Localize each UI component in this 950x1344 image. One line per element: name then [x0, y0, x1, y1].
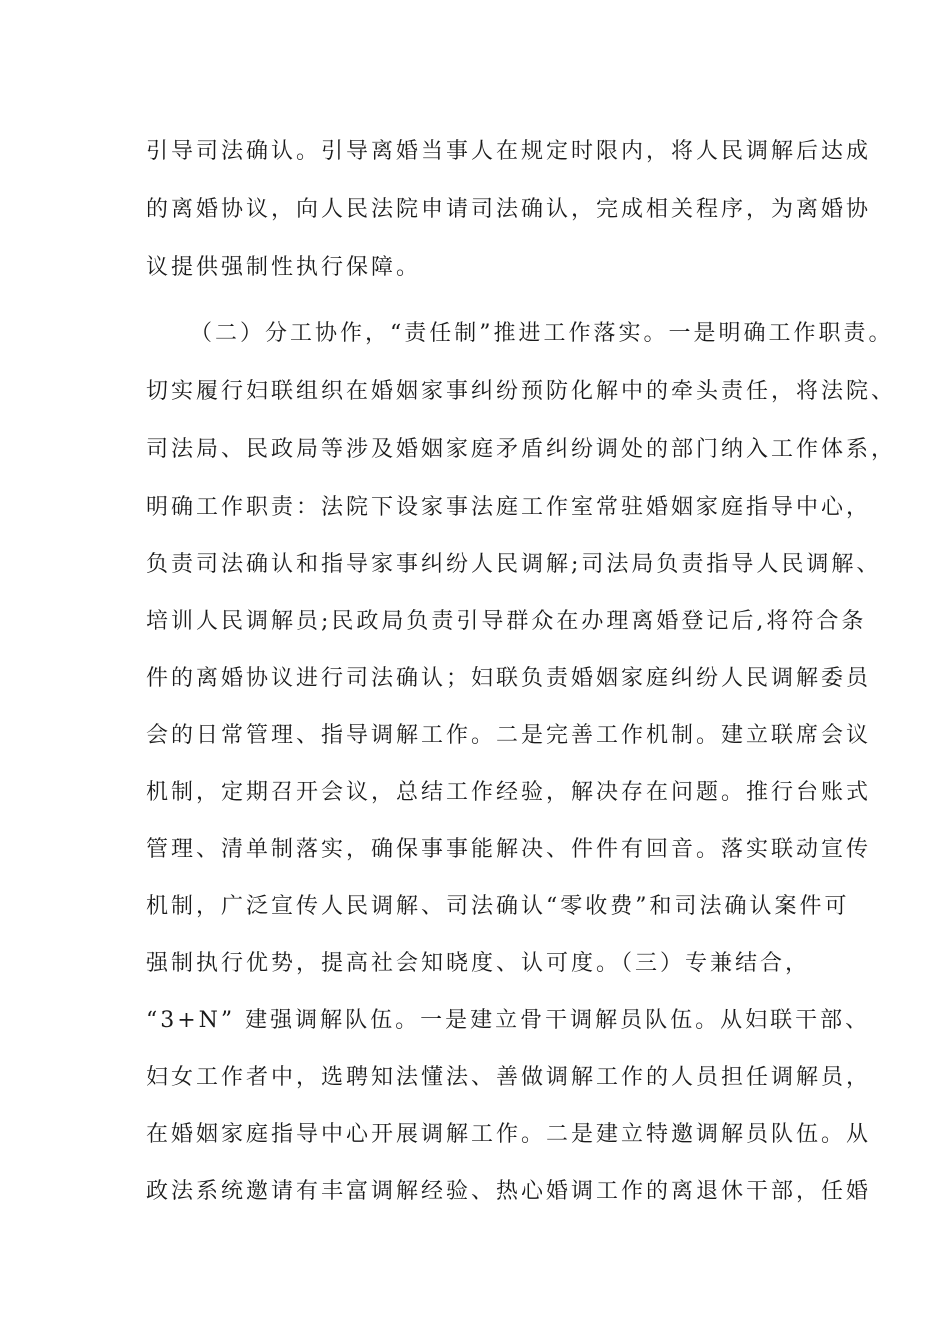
text-line: 会的日常管理、指导调解工作。二是完善工作机制。建立联席会议	[146, 723, 872, 748]
text-line: 明确工作职责：法院下设家事法庭工作室常驻婚姻家庭指导中心，	[146, 495, 872, 520]
text-line: 机制，定期召开会议，总结工作经验，解决存在问题。推行台账式	[146, 780, 872, 805]
text-line: 政法系统邀请有丰富调解经验、热心婚调工作的离退休干部，任婚	[146, 1179, 872, 1204]
text-line: “3+N” 建强调解队伍。一是建立骨干调解员队伍。从妇联干部、	[146, 1008, 871, 1033]
text-line: 的离婚协议，向人民法院申请司法确认，完成相关程序，为离婚协	[146, 197, 872, 222]
text-line: 司法局、民政局等涉及婚姻家庭矛盾纠纷调处的部门纳入工作体系，	[146, 437, 897, 462]
text-line: 培训人民调解员;民政局负责引导群众在办理离婚登记后,将符合条	[146, 609, 867, 634]
text-line: 引导司法确认。引导离婚当事人在规定时限内，将人民调解后达成	[146, 139, 872, 164]
text-line: 强制执行优势，提高社会知晓度、认可度。（三）专兼结合，	[146, 951, 811, 976]
text-line: 切实履行妇联组织在婚姻家事纠纷预防化解中的牵头责任，将法院、	[146, 379, 897, 404]
text-line: 件的离婚协议进行司法确认；妇联负责婚姻家庭纠纷人民调解委员	[146, 666, 872, 691]
text-line: 管理、清单制落实，确保事事能解决、件件有回音。落实联动宣传	[146, 837, 872, 862]
text-line: 负责司法确认和指导家事纠纷人民调解;司法局负责指导人民调解、	[146, 552, 882, 577]
text-line: 妇女工作者中，选聘知法懂法、善做调解工作的人员担任调解员，	[146, 1065, 872, 1090]
text-line: 议提供强制性执行保障。	[146, 255, 422, 280]
text-line: 机制，广泛宣传人民调解、司法确认“零收费”和司法确认案件可	[146, 894, 850, 919]
text-line: 在婚姻家庭指导中心开展调解工作。二是建立特邀调解员队伍。从	[146, 1122, 872, 1147]
paragraph-heading-line: （二）分工协作，“责任制”推进工作落实。一是明确工作职责。	[190, 321, 894, 346]
